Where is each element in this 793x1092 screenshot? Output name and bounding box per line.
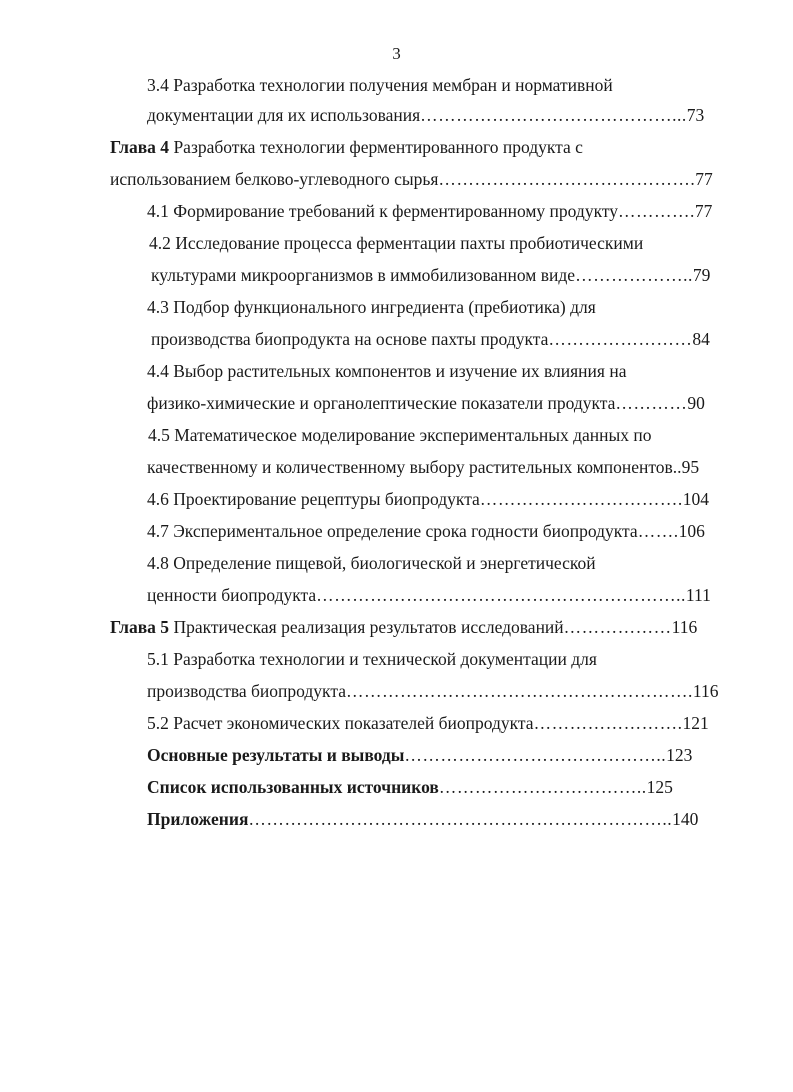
toc-4-4-title-2: физико-химические и органолептические показатели продукта [147,393,616,413]
toc-5-1-title-1: 5.1 Разработка технологии и технической документации для [147,649,597,669]
leader-dots: ……………………. [533,713,683,733]
toc-4-8-line1 [147,548,596,578]
toc-5-1-page: 116 [692,681,719,701]
toc-4-8-line2 [147,580,711,610]
toc-appendix-page: 140 [672,809,699,829]
toc-4-2-line1 [149,228,643,258]
leader-dots: …………. [618,201,695,221]
leader-dots: …………………………………………………………….. [248,809,673,829]
toc-4-8-title-1: 4.8 Определение пищевой, биологической и энергетической [147,553,596,573]
toc-4-2-page: 79 [692,265,711,285]
page-number: 3 [392,44,401,63]
toc-4-6-page: 104 [682,489,709,509]
toc-3-4-page: 73 [686,105,705,125]
toc-sources [147,772,673,802]
toc-4-3-line2 [151,324,710,354]
toc-4-3-line1 [147,292,596,322]
leader-dots: …………………………….. [438,777,647,797]
leader-dots: …………………………………………………. [345,681,693,701]
toc-5-1-title-2: производства биопродукта [147,681,346,701]
leader-dots: …………………………………………………….. [316,585,686,605]
toc-4-7 [147,516,705,546]
leader-dots: ……………………………………. [438,169,696,189]
toc-4-3-title-2: производства биопродукта на основе пахты продукта [151,329,549,349]
toc-4-4-page: 90 [687,393,705,413]
toc-3-4-line1 [147,70,613,100]
leader-dots: ………… [615,393,688,413]
toc-4-7-page: 106 [678,521,705,541]
toc-4-5-title-1: 4.5 Математическое моделирование экспериментальных данных по [148,425,652,445]
toc-4-5-title-2: качественному и количественному выбору растительных компонентов.. [147,457,682,477]
toc-results [147,740,692,770]
toc-4-1 [147,196,712,226]
toc-4-4-line2 [147,388,705,418]
leader-dots: ……………………………. [479,489,683,509]
toc-5-1-line2 [147,676,718,706]
toc-4-3-page: 84 [692,329,710,349]
toc-4-5-line1 [148,420,652,450]
toc-4-2-title-2: культурами микроорганизмов в иммобилизованном виде [151,265,576,285]
toc-chapter-4-line2 [110,164,713,194]
toc-4-1-title: 4.1 Формирование требований к ферментированному продукту [147,201,619,221]
toc-5-2 [147,708,709,738]
toc-4-1-page: 77 [694,201,713,221]
leader-dots: …………………………………….. [404,745,667,765]
leader-dots: ……. [637,521,679,541]
toc-3-4-title-2: документации для их использования [147,105,421,125]
toc-4-3-title-1: 4.3 Подбор функционального ингредиента (пребиотика) для [147,297,596,317]
toc-results-title: Основные результаты и выводы [147,745,405,765]
leader-dots: ……………… [563,617,672,637]
toc-4-7-title: 4.7 Экспериментальное определение срока годности биопродукта [147,521,638,541]
toc-appendix [147,804,698,834]
toc-3-4-title-1: 3.4 Разработка технологии получения мембран и нормативной [147,75,613,95]
leader-dots: ……………….. [575,265,693,285]
toc-4-5-line2 [147,452,699,482]
toc-chapter-5 [110,612,697,642]
toc-chapter-4-title-2: использованием белково-углеводного сырья [110,169,439,189]
toc-chapter-5-label: Глава 5 [110,617,170,637]
toc-4-2-title-1: 4.2 Исследование процесса ферментации пахты пробиотическими [149,233,644,253]
toc-4-8-title-2: ценности биопродукта [147,585,317,605]
toc-results-page: 123 [666,745,693,765]
toc-3-4-line2 [147,100,704,130]
toc-5-1-line1 [147,644,597,674]
toc-chapter-4-label: Глава 4 [110,137,170,157]
toc-4-4-title-1: 4.4 Выбор растительных компонентов и изучение их влияния на [147,361,627,381]
toc-5-2-title: 5.2 Расчет экономических показателей биопродукта [147,713,534,733]
toc-4-6 [147,484,709,514]
leader-dots: ……………………………………... [420,105,687,125]
toc-4-6-title: 4.6 Проектирование рецептуры биопродукта [147,489,480,509]
toc-chapter-4-line1 [110,132,583,162]
toc-chapter-4-title-1: Разработка технологии ферментированного продукта с [169,137,583,157]
leader-dots: …………………… [548,329,693,349]
toc-4-8-page: 111 [685,585,711,605]
toc-4-4-line1 [147,356,626,386]
toc-sources-page: 125 [646,777,673,797]
toc-appendix-title: Приложения [147,809,249,829]
toc-chapter-5-page: 116 [671,617,698,637]
toc-4-5-page: 95 [681,457,700,477]
toc-4-2-line2 [151,260,710,290]
toc-chapter-5-title: Практическая реализация результатов исследований [169,617,564,637]
toc-sources-title: Список использованных источников [147,777,439,797]
toc-5-2-page: 121 [682,713,709,733]
toc-chapter-4-page: 77 [695,169,713,189]
